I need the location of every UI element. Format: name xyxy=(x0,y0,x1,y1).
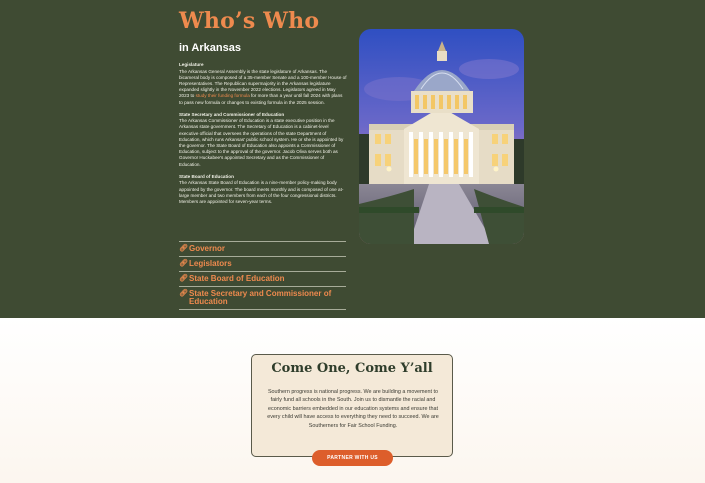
legislature-heading: Legislature xyxy=(179,62,204,67)
legislature-text-part: for more than a year until fall 2024 with plans to pass new formula or changes to existing formula in the 2025 session. xyxy=(179,93,343,105)
link-label: State Board of Education xyxy=(189,274,285,283)
link-icon: 🔗︎ xyxy=(179,260,188,267)
link-legislators[interactable] xyxy=(179,256,346,271)
link-secretary-commissioner[interactable] xyxy=(179,286,346,310)
link-governor[interactable] xyxy=(179,241,346,256)
partner-with-us-button[interactable]: PARTNER WITH US xyxy=(312,450,393,466)
section-title: Who’s Who xyxy=(179,8,320,34)
link-label: Legislators xyxy=(189,259,232,268)
secretary-text: The Arkansas Commissioner of Education is a state executive position in the Arkansas state government. The Secretary of Education is a cabinet-level executive official that oversees the operations of the state Department of Education, which runs Arkansas' public school system. He or she is appointed by the governor. The State Board of Education also appoints a Commissioner of Education, subject to the approval of the governor. Jacob Oliva serves both as Governor Huckabee's appointed Secretary and as the Commissioner of Education. xyxy=(179,118,344,167)
come-one-card xyxy=(251,354,453,457)
section-subtitle: in Arkansas xyxy=(179,42,241,54)
link-state-board[interactable] xyxy=(179,271,346,286)
board-text: The Arkansas State Board of Education is a nine-member policy-making body appointed by the governor. The board meets monthly and is composed of one at-large member and two members from each of the four congressional districts. Members are appointed for seven-year terms. xyxy=(179,180,344,204)
card-title: Come One, Come Y’all xyxy=(271,361,433,376)
card-body: Southern progress is national progress. We are building a movement to fairly fund all schools in the South. Join us to dismantle the racial and economic barriers embedded in our education systems and ensure that every child will have access to everything they need to succeed. We are Southerners for Fair School Funding. xyxy=(267,389,439,429)
link-label: Governor xyxy=(189,244,226,253)
accordion-links xyxy=(179,241,346,310)
link-icon: 🔗︎ xyxy=(179,275,188,282)
link-label: State Secretary and Commissioner of Education xyxy=(189,289,332,306)
secretary-heading: State Secretary and Commissioner of Education xyxy=(179,111,285,117)
capitol-photo xyxy=(359,29,524,244)
legislature-text xyxy=(179,69,347,106)
funding-formula-link[interactable]: study their funding formula xyxy=(195,93,250,99)
link-icon: 🔗︎ xyxy=(179,290,188,297)
link-icon: 🔗︎ xyxy=(179,245,188,252)
board-heading: State Board of Education xyxy=(179,173,234,179)
legislature-text-part: The Arkansas General Assembly is the state legislature of Arkansas. The bicameral body is composed of a 35-member Senate and a 100-member House of Representatives. The Republican supermajority in the Arkansas legislature expanded slightly in the November 2022 elections. Legislators agreed in May 2023 to xyxy=(179,68,347,99)
section-copy xyxy=(179,62,347,211)
